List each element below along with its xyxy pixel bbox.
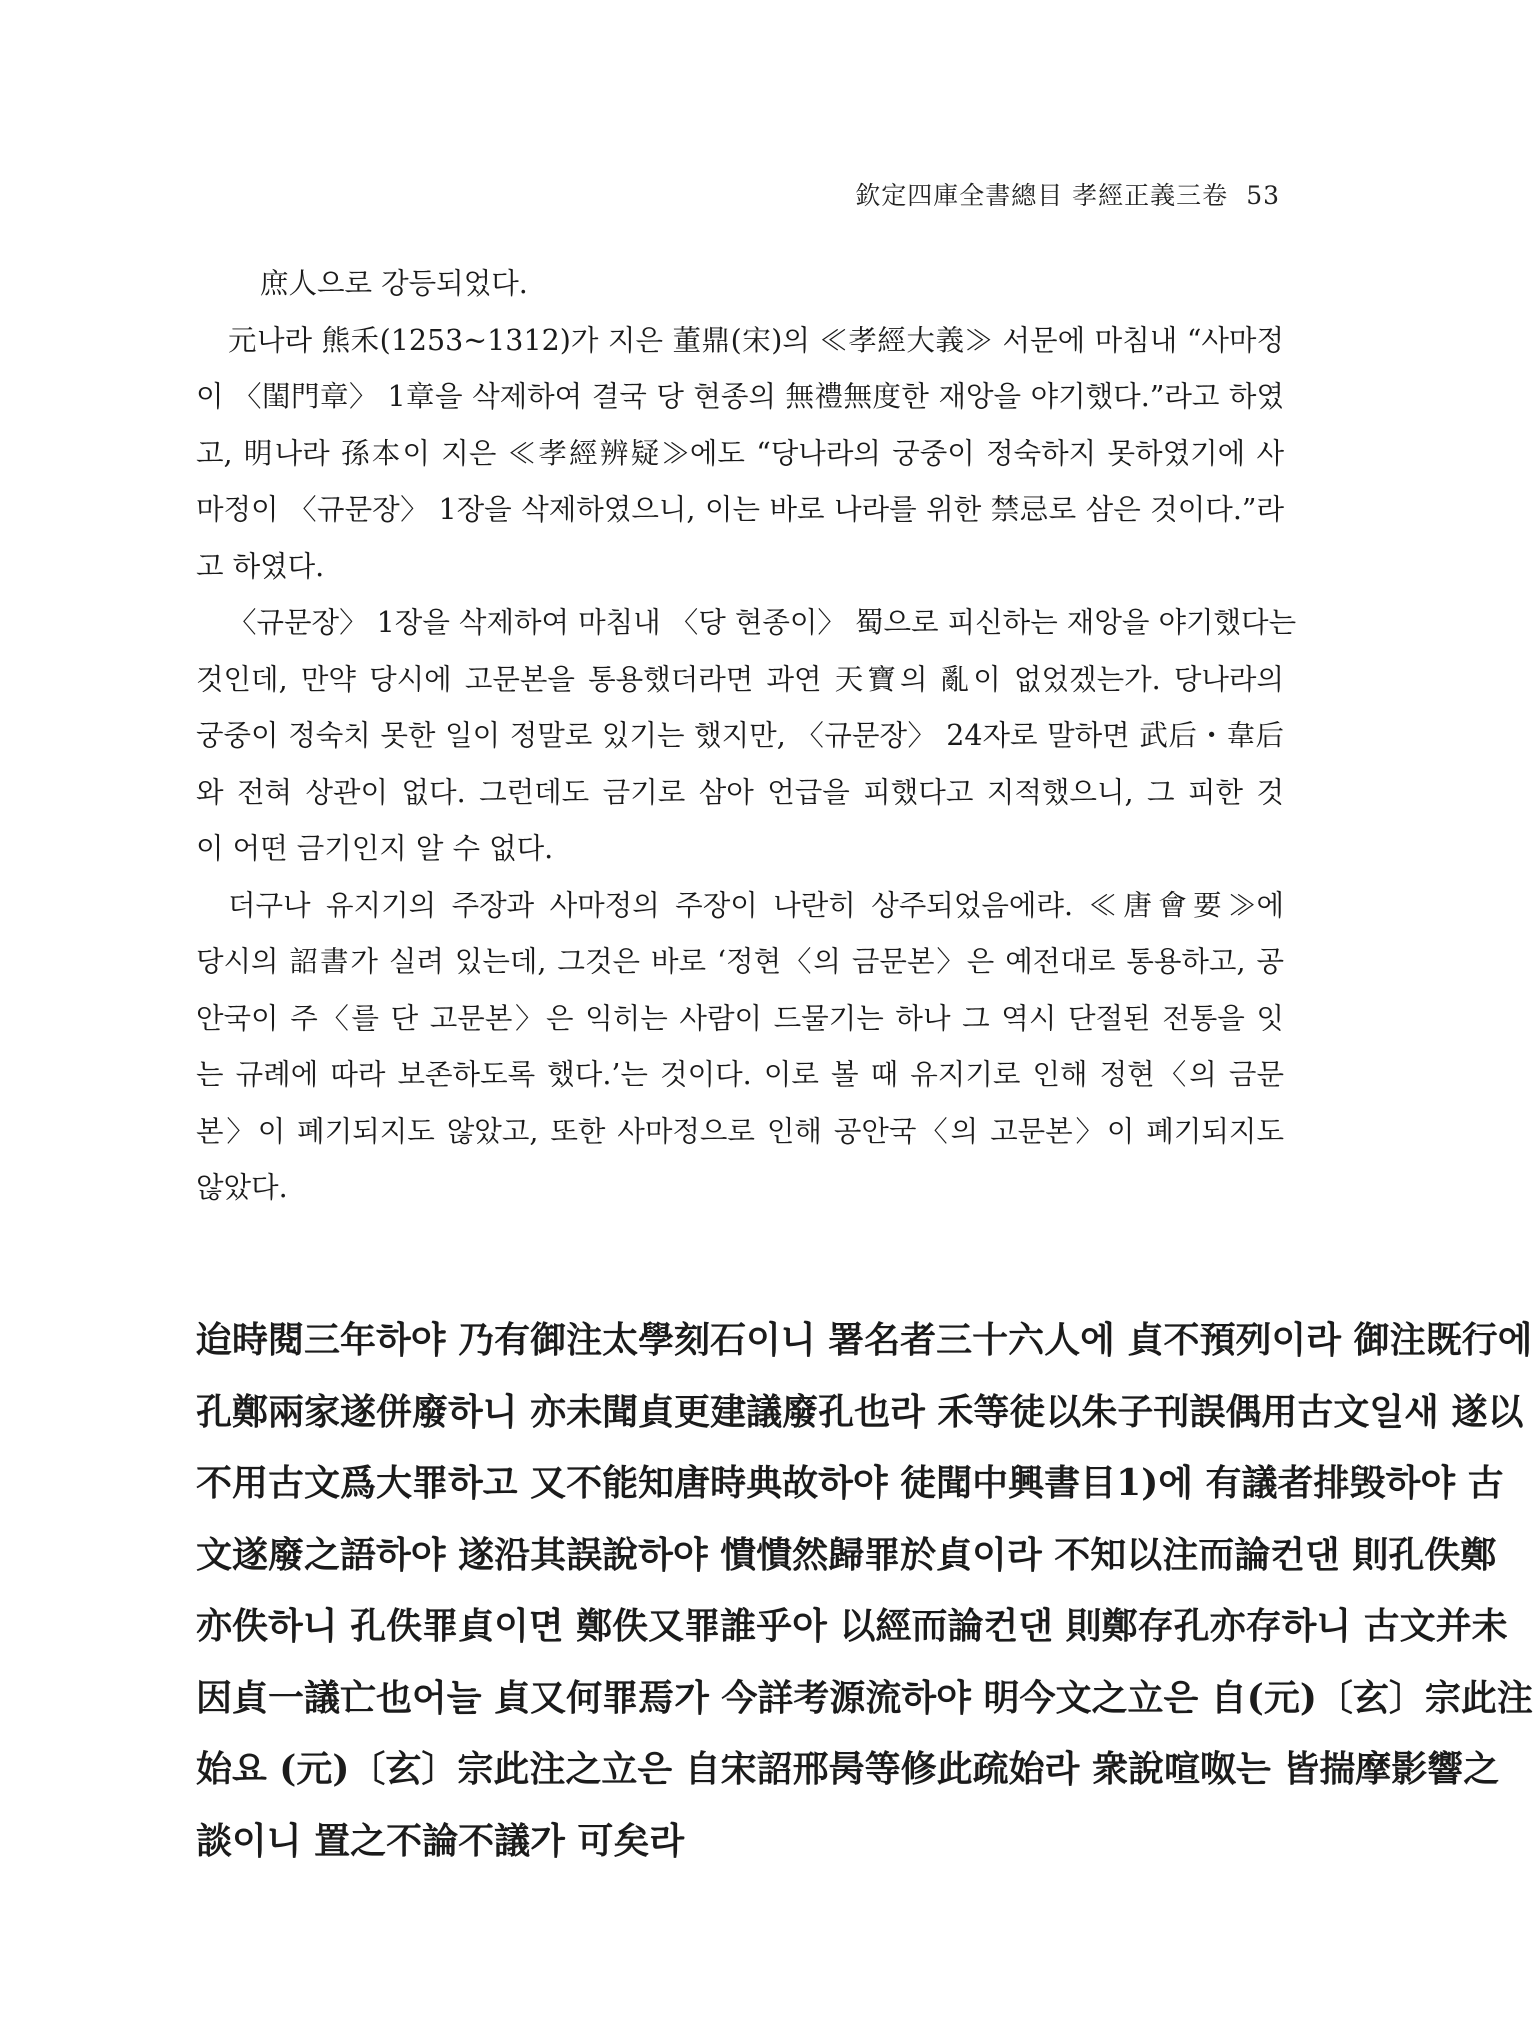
running-header — [855, 176, 1280, 212]
original-line: 文遂廢之語하야 遂沿其誤說하야 憒憒然歸罪於貞이라 不知以注而論컨댄 則孔佚鄭 — [196, 1533, 1497, 1576]
text-line: 본〉이 폐기되지도 않았고, 또한 사마정으로 인해 공안국〈의 고문본〉이 폐기되지도 — [196, 1114, 1284, 1148]
original-line: 始요 (元)〔玄〕宗此注之立은 自宋詔邢昺等修此疏始라 衆說喧呶는 皆揣摩影響之 — [196, 1748, 1500, 1790]
original-line: 因貞一議亡也어늘 貞又何罪焉가 今詳考源流하야 明今文之立은 自(元)〔玄〕宗此注 — [196, 1676, 1533, 1719]
original-line: 談이니 置之不論不議가 可矣라 — [196, 1819, 685, 1862]
text-line: 는 규례에 따라 보존하도록 했다.’는 것이다. 이로 볼 때 유지기로 인해 정현〈의 금문 — [196, 1058, 1284, 1091]
text-line: 더구나 유지기의 주장과 사마정의 주장이 나란히 상주되었음에랴. ≪唐會要≫에 — [228, 888, 1284, 922]
text-line: 마정이 〈규문장〉 1장을 삭제하였으니, 이는 바로 나라를 위한 禁忌로 삼은 것이다.”라 — [196, 493, 1284, 526]
book-title: 欽定四庫全書總目 孝經正義三卷 — [855, 181, 1229, 210]
text-line: 당시의 詔書가 실려 있는데, 그것은 바로 ‘정현〈의 금문본〉은 예전대로 통용하고, 공 — [196, 945, 1284, 978]
text-line: 않았다. — [196, 1171, 288, 1204]
text-line: 元나라 熊禾(1253~1312)가 지은 董鼎(宋)의 ≪孝經大義≫ 서문에 마침내 “사마정 — [228, 323, 1284, 357]
text-line: 안국이 주〈를 단 고문본〉은 익히는 사람이 드물기는 하나 그 역시 단절된 전통을 잇 — [196, 1001, 1284, 1035]
original-line: 孔鄭兩家遂併廢하니 亦未聞貞更建議廢孔也라 禾等徒以朱子刊誤偶用古文일새 遂以 — [196, 1390, 1524, 1433]
original-line: 亦佚하니 孔佚罪貞이면 鄭佚又罪誰乎아 以經而論컨댄 則鄭存孔亦存하니 古文并未 — [196, 1605, 1508, 1647]
text-line: 고 하였다. — [196, 549, 325, 583]
text-line: 와 전혀 상관이 없다. 그런데도 금기로 삼아 언급을 피했다고 지적했으니, 그 피한 것 — [196, 775, 1284, 809]
text-line: 이 어떤 금기인지 알 수 없다. — [196, 832, 554, 865]
original-line: 不用古文爲大罪하고 又不能知唐時典故하야 徒聞中興書目1)에 有議者排毁하야 古 — [196, 1462, 1504, 1504]
text-line: 궁중이 정숙치 못한 일이 정말로 있기는 했지만, 〈규문장〉 24자로 말하면 武后・韋后 — [196, 719, 1284, 752]
text-line: 庶人으로 강등되었다. — [260, 267, 528, 300]
text-line: 이 〈閨門章〉 1章을 삭제하여 결국 당 현종의 無禮無度한 재앙을 야기했다.”라고 하였 — [196, 380, 1284, 413]
text-line: 것인데, 만약 당시에 고문본을 통용했더라면 과연 天寶의 亂이 없었겠는가. 당나라의 — [196, 662, 1284, 696]
original-text — [196, 1305, 1533, 1877]
page-number: 53 — [1246, 181, 1280, 210]
korean-translation — [196, 256, 1297, 1217]
text-line: 고, 明나라 孫本이 지은 ≪孝經辨疑≫에도 “당나라의 궁중이 정숙하지 못하였기에 사 — [196, 436, 1284, 470]
original-line: 迨時閱三年하야 乃有御注太學刻石이니 署名者三十六人에 貞不預列이라 御注既行에 — [196, 1319, 1533, 1361]
text-line: 〈규문장〉 1장을 삭제하여 마침내 〈당 현종이〉 蜀으로 피신하는 재앙을 야기했다는 — [228, 606, 1297, 639]
